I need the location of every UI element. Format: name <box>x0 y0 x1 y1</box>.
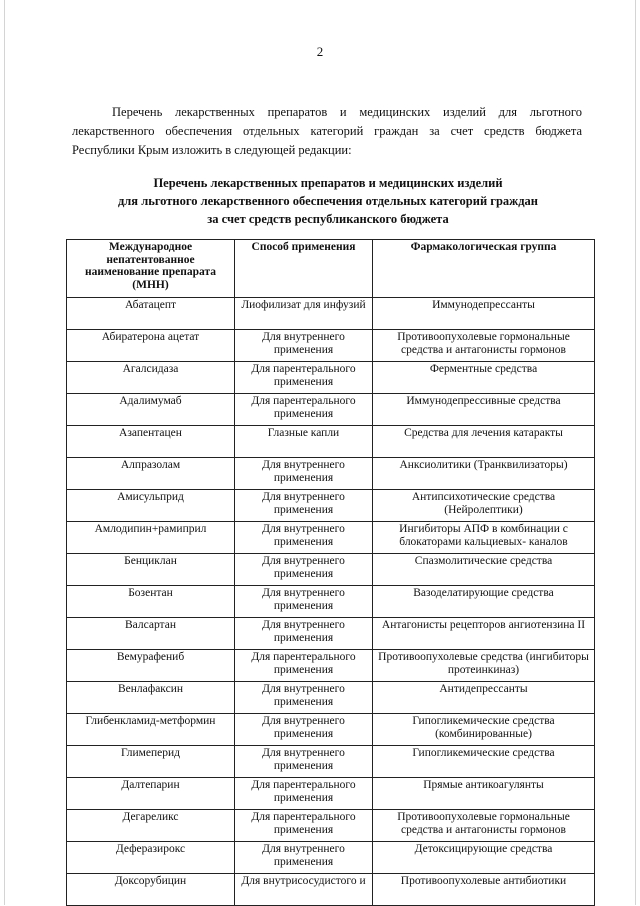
cell-route: Для внутреннего применения <box>235 522 373 554</box>
cell-inn: Амисульприд <box>67 490 235 522</box>
scan-edge-left <box>4 0 5 905</box>
medications-table <box>66 239 595 906</box>
table-row <box>67 458 595 490</box>
cell-inn: Венлафаксин <box>67 682 235 714</box>
page-number: 2 <box>316 44 324 59</box>
table-row <box>67 682 595 714</box>
scan-edge-right <box>635 0 636 905</box>
cell-route: Для внутреннего применения <box>235 490 373 522</box>
cell-inn: Абатацепт <box>67 298 235 330</box>
cell-pharm-group: Противоопухолевые средства (ингибиторы протеинкиназ) <box>373 650 595 682</box>
cell-pharm-group: Детоксицирующие средства <box>373 842 595 874</box>
cell-route: Для парентерального применения <box>235 362 373 394</box>
table-row <box>67 810 595 842</box>
cell-route: Для внутреннего применения <box>235 746 373 778</box>
cell-route: Для внутреннего применения <box>235 330 373 362</box>
cell-pharm-group: Противоопухолевые антибиотики <box>373 874 595 906</box>
cell-inn: Доксорубицин <box>67 874 235 906</box>
table-row <box>67 330 595 362</box>
cell-route: Для внутреннего применения <box>235 586 373 618</box>
cell-pharm-group: Прямые антикоагулянты <box>373 778 595 810</box>
cell-inn: Бенциклан <box>67 554 235 586</box>
cell-pharm-group: Антагонисты рецепторов ангиотензина II <box>373 618 595 650</box>
table-row <box>67 298 595 330</box>
cell-route: Для парентерального применения <box>235 810 373 842</box>
table-row <box>67 554 595 586</box>
cell-pharm-group: Антидепрессанты <box>373 682 595 714</box>
table-row <box>67 522 595 554</box>
cell-inn: Агалсидаза <box>67 362 235 394</box>
cell-pharm-group: Иммунодепрессанты <box>373 298 595 330</box>
cell-pharm-group: Ферментные средства <box>373 362 595 394</box>
cell-inn: Алпразолам <box>67 458 235 490</box>
cell-pharm-group: Средства для лечения катаракты <box>373 426 595 458</box>
cell-inn: Вемурафениб <box>67 650 235 682</box>
cell-inn: Азапентацен <box>67 426 235 458</box>
cell-pharm-group: Противоопухолевые гормональные средства и антагонисты гормонов <box>373 330 595 362</box>
cell-route: Для внутреннего применения <box>235 554 373 586</box>
table-row <box>67 842 595 874</box>
intro-paragraph: Перечень лекарственных препаратов и медицинских изделий для льготного лекарственного обеспечения отдельных категорий граждан за счет средств бюджета Республики Крым изложить в следующей редакции: <box>72 105 582 157</box>
table-header-row <box>67 240 595 298</box>
cell-inn: Адалимумаб <box>67 394 235 426</box>
cell-route: Для внутрисосудистого и <box>235 874 373 906</box>
cell-pharm-group: Анксиолитики (Транквилизаторы) <box>373 458 595 490</box>
cell-inn: Бозентан <box>67 586 235 618</box>
cell-route: Для парентерального применения <box>235 650 373 682</box>
cell-route: Для внутреннего применения <box>235 682 373 714</box>
table-row <box>67 874 595 906</box>
cell-route: Для внутреннего применения <box>235 618 373 650</box>
document-title <box>60 174 596 228</box>
cell-inn: Дегареликс <box>67 810 235 842</box>
cell-inn: Амлодипин+рамиприл <box>67 522 235 554</box>
cell-pharm-group: Ингибиторы АПФ в комбинации с блокаторами кальциевых- каналов <box>373 522 595 554</box>
table-body <box>67 298 595 906</box>
cell-pharm-group: Иммунодепрессивные средства <box>373 394 595 426</box>
table-row <box>67 746 595 778</box>
cell-route: Для внутреннего применения <box>235 714 373 746</box>
cell-inn: Абиратерона ацетат <box>67 330 235 362</box>
cell-route: Для парентерального применения <box>235 778 373 810</box>
table-row <box>67 778 595 810</box>
cell-pharm-group: Спазмолитические средства <box>373 554 595 586</box>
cell-route: Лиофилизат для инфузий <box>235 298 373 330</box>
cell-pharm-group: Гипогликемические средства (комбинированные) <box>373 714 595 746</box>
cell-pharm-group: Гипогликемические средства <box>373 746 595 778</box>
table-row <box>67 618 595 650</box>
cell-route: Для парентерального применения <box>235 394 373 426</box>
document-title-line: для льготного лекарственного обеспечения отдельных категорий граждан <box>117 194 539 208</box>
cell-inn: Глибенкламид-метформин <box>67 714 235 746</box>
cell-route: Глазные капли <box>235 426 373 458</box>
cell-inn: Глимеперид <box>67 746 235 778</box>
cell-pharm-group: Противоопухолевые гормональные средства и антагонисты гормонов <box>373 810 595 842</box>
cell-route: Для внутреннего применения <box>235 458 373 490</box>
header-inn: Международное непатентованное наименование препарата (МНН) <box>67 240 235 298</box>
table-row <box>67 426 595 458</box>
cell-pharm-group: Антипсихотические средства (Нейролептики) <box>373 490 595 522</box>
table-row <box>67 714 595 746</box>
document-title-line: за счет средств республиканского бюджета <box>207 212 449 226</box>
document-title-line: Перечень лекарственных препаратов и медицинских изделий <box>153 176 503 190</box>
cell-inn: Валсартан <box>67 618 235 650</box>
table-row <box>67 650 595 682</box>
cell-route: Для внутреннего применения <box>235 842 373 874</box>
table-row <box>67 490 595 522</box>
header-pharm-group: Фармакологическая группа <box>373 240 595 298</box>
header-route: Способ применения <box>235 240 373 298</box>
table-row <box>67 362 595 394</box>
table-row <box>67 586 595 618</box>
cell-pharm-group: Вазоделатирующие средства <box>373 586 595 618</box>
table-row <box>67 394 595 426</box>
cell-inn: Деферазирокс <box>67 842 235 874</box>
cell-inn: Далтепарин <box>67 778 235 810</box>
